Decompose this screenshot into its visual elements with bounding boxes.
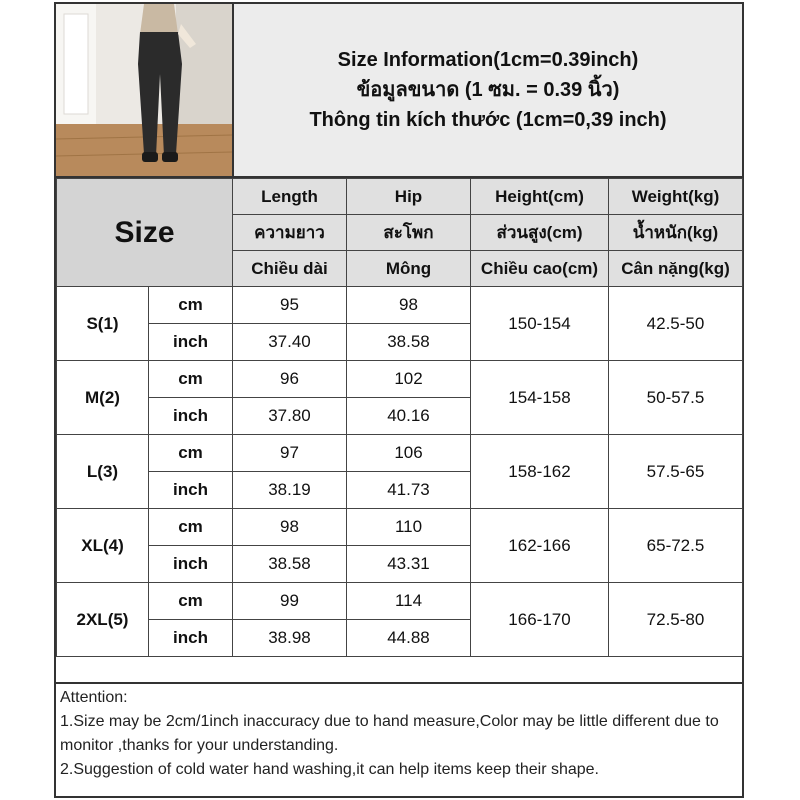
hip-cm: 102 xyxy=(347,361,471,398)
length-cm: 95 xyxy=(233,287,347,324)
unit-cm: cm xyxy=(149,583,233,620)
size-table xyxy=(56,178,743,657)
hip-cm: 98 xyxy=(347,287,471,324)
unit-cm: cm xyxy=(149,287,233,324)
table-row xyxy=(57,583,743,620)
height-range: 166-170 xyxy=(471,583,609,657)
header-height-th: ส่วนสูง(cm) xyxy=(471,215,609,251)
unit-cm: cm xyxy=(149,435,233,472)
weight-range: 57.5-65 xyxy=(609,435,743,509)
header-hip-en: Hip xyxy=(347,179,471,215)
height-range: 150-154 xyxy=(471,287,609,361)
hip-inch: 38.58 xyxy=(347,324,471,361)
unit-inch: inch xyxy=(149,546,233,583)
header-weight-vi: Cân nặng(kg) xyxy=(609,251,743,287)
weight-range: 65-72.5 xyxy=(609,509,743,583)
product-photo xyxy=(56,4,234,176)
header-hip-vi: Mông xyxy=(347,251,471,287)
weight-range: 50-57.5 xyxy=(609,361,743,435)
hip-inch: 43.31 xyxy=(347,546,471,583)
table-row xyxy=(57,287,743,324)
heading-english: Size Information(1cm=0.39inch) xyxy=(337,49,639,71)
header-height-en: Height(cm) xyxy=(471,179,609,215)
unit-inch: inch xyxy=(149,472,233,509)
header-length-en: Length xyxy=(233,179,347,215)
hip-cm: 106 xyxy=(347,435,471,472)
unit-inch: inch xyxy=(149,620,233,657)
hip-cm: 110 xyxy=(347,509,471,546)
chart-header xyxy=(56,4,742,178)
hip-inch: 44.88 xyxy=(347,620,471,657)
size-label: XL(4) xyxy=(57,509,149,583)
length-cm: 99 xyxy=(233,583,347,620)
notes-title: Attention: xyxy=(60,689,128,706)
product-photo-illustration xyxy=(56,4,232,176)
table-row xyxy=(57,435,743,472)
note-washing: 2.Suggestion of cold water hand washing,it can help items keep their shape. xyxy=(60,761,599,778)
hip-inch: 40.16 xyxy=(347,398,471,435)
length-inch: 37.80 xyxy=(233,398,347,435)
length-cm: 97 xyxy=(233,435,347,472)
note-measurement: 1.Size may be 2cm/1inch inaccuracy due to hand measure,Color may be little different due to monitor ,thanks for your understanding. xyxy=(60,713,719,754)
hip-inch: 41.73 xyxy=(347,472,471,509)
size-label: L(3) xyxy=(57,435,149,509)
size-info-heading xyxy=(234,4,742,176)
header-row-english xyxy=(57,179,743,215)
unit-cm: cm xyxy=(149,361,233,398)
size-chart-sheet xyxy=(54,2,744,798)
table-row xyxy=(57,361,743,398)
length-cm: 98 xyxy=(233,509,347,546)
height-range: 158-162 xyxy=(471,435,609,509)
size-label: 2XL(5) xyxy=(57,583,149,657)
length-inch: 38.19 xyxy=(233,472,347,509)
heading-vietnamese: Thông tin kích thước (1cm=0,39 inch) xyxy=(309,109,667,131)
header-weight-th: น้ำหนัก(kg) xyxy=(609,215,743,251)
size-label: M(2) xyxy=(57,361,149,435)
unit-inch: inch xyxy=(149,398,233,435)
height-range: 154-158 xyxy=(471,361,609,435)
header-length-vi: Chiều dài xyxy=(233,251,347,287)
weight-range: 72.5-80 xyxy=(609,583,743,657)
unit-cm: cm xyxy=(149,509,233,546)
height-range: 162-166 xyxy=(471,509,609,583)
length-inch: 37.40 xyxy=(233,324,347,361)
header-length-th: ความยาว xyxy=(233,215,347,251)
header-hip-th: สะโพก xyxy=(347,215,471,251)
table-row xyxy=(57,509,743,546)
size-column-title: Size xyxy=(57,179,233,287)
weight-range: 42.5-50 xyxy=(609,287,743,361)
size-label: S(1) xyxy=(57,287,149,361)
unit-inch: inch xyxy=(149,324,233,361)
attention-notes xyxy=(56,682,742,796)
length-inch: 38.58 xyxy=(233,546,347,583)
header-weight-en: Weight(kg) xyxy=(609,179,743,215)
length-cm: 96 xyxy=(233,361,347,398)
header-height-vi: Chiều cao(cm) xyxy=(471,251,609,287)
length-inch: 38.98 xyxy=(233,620,347,657)
heading-thai: ข้อมูลขนาด (1 ซม. = 0.39 นิ้ว) xyxy=(356,79,620,101)
hip-cm: 114 xyxy=(347,583,471,620)
